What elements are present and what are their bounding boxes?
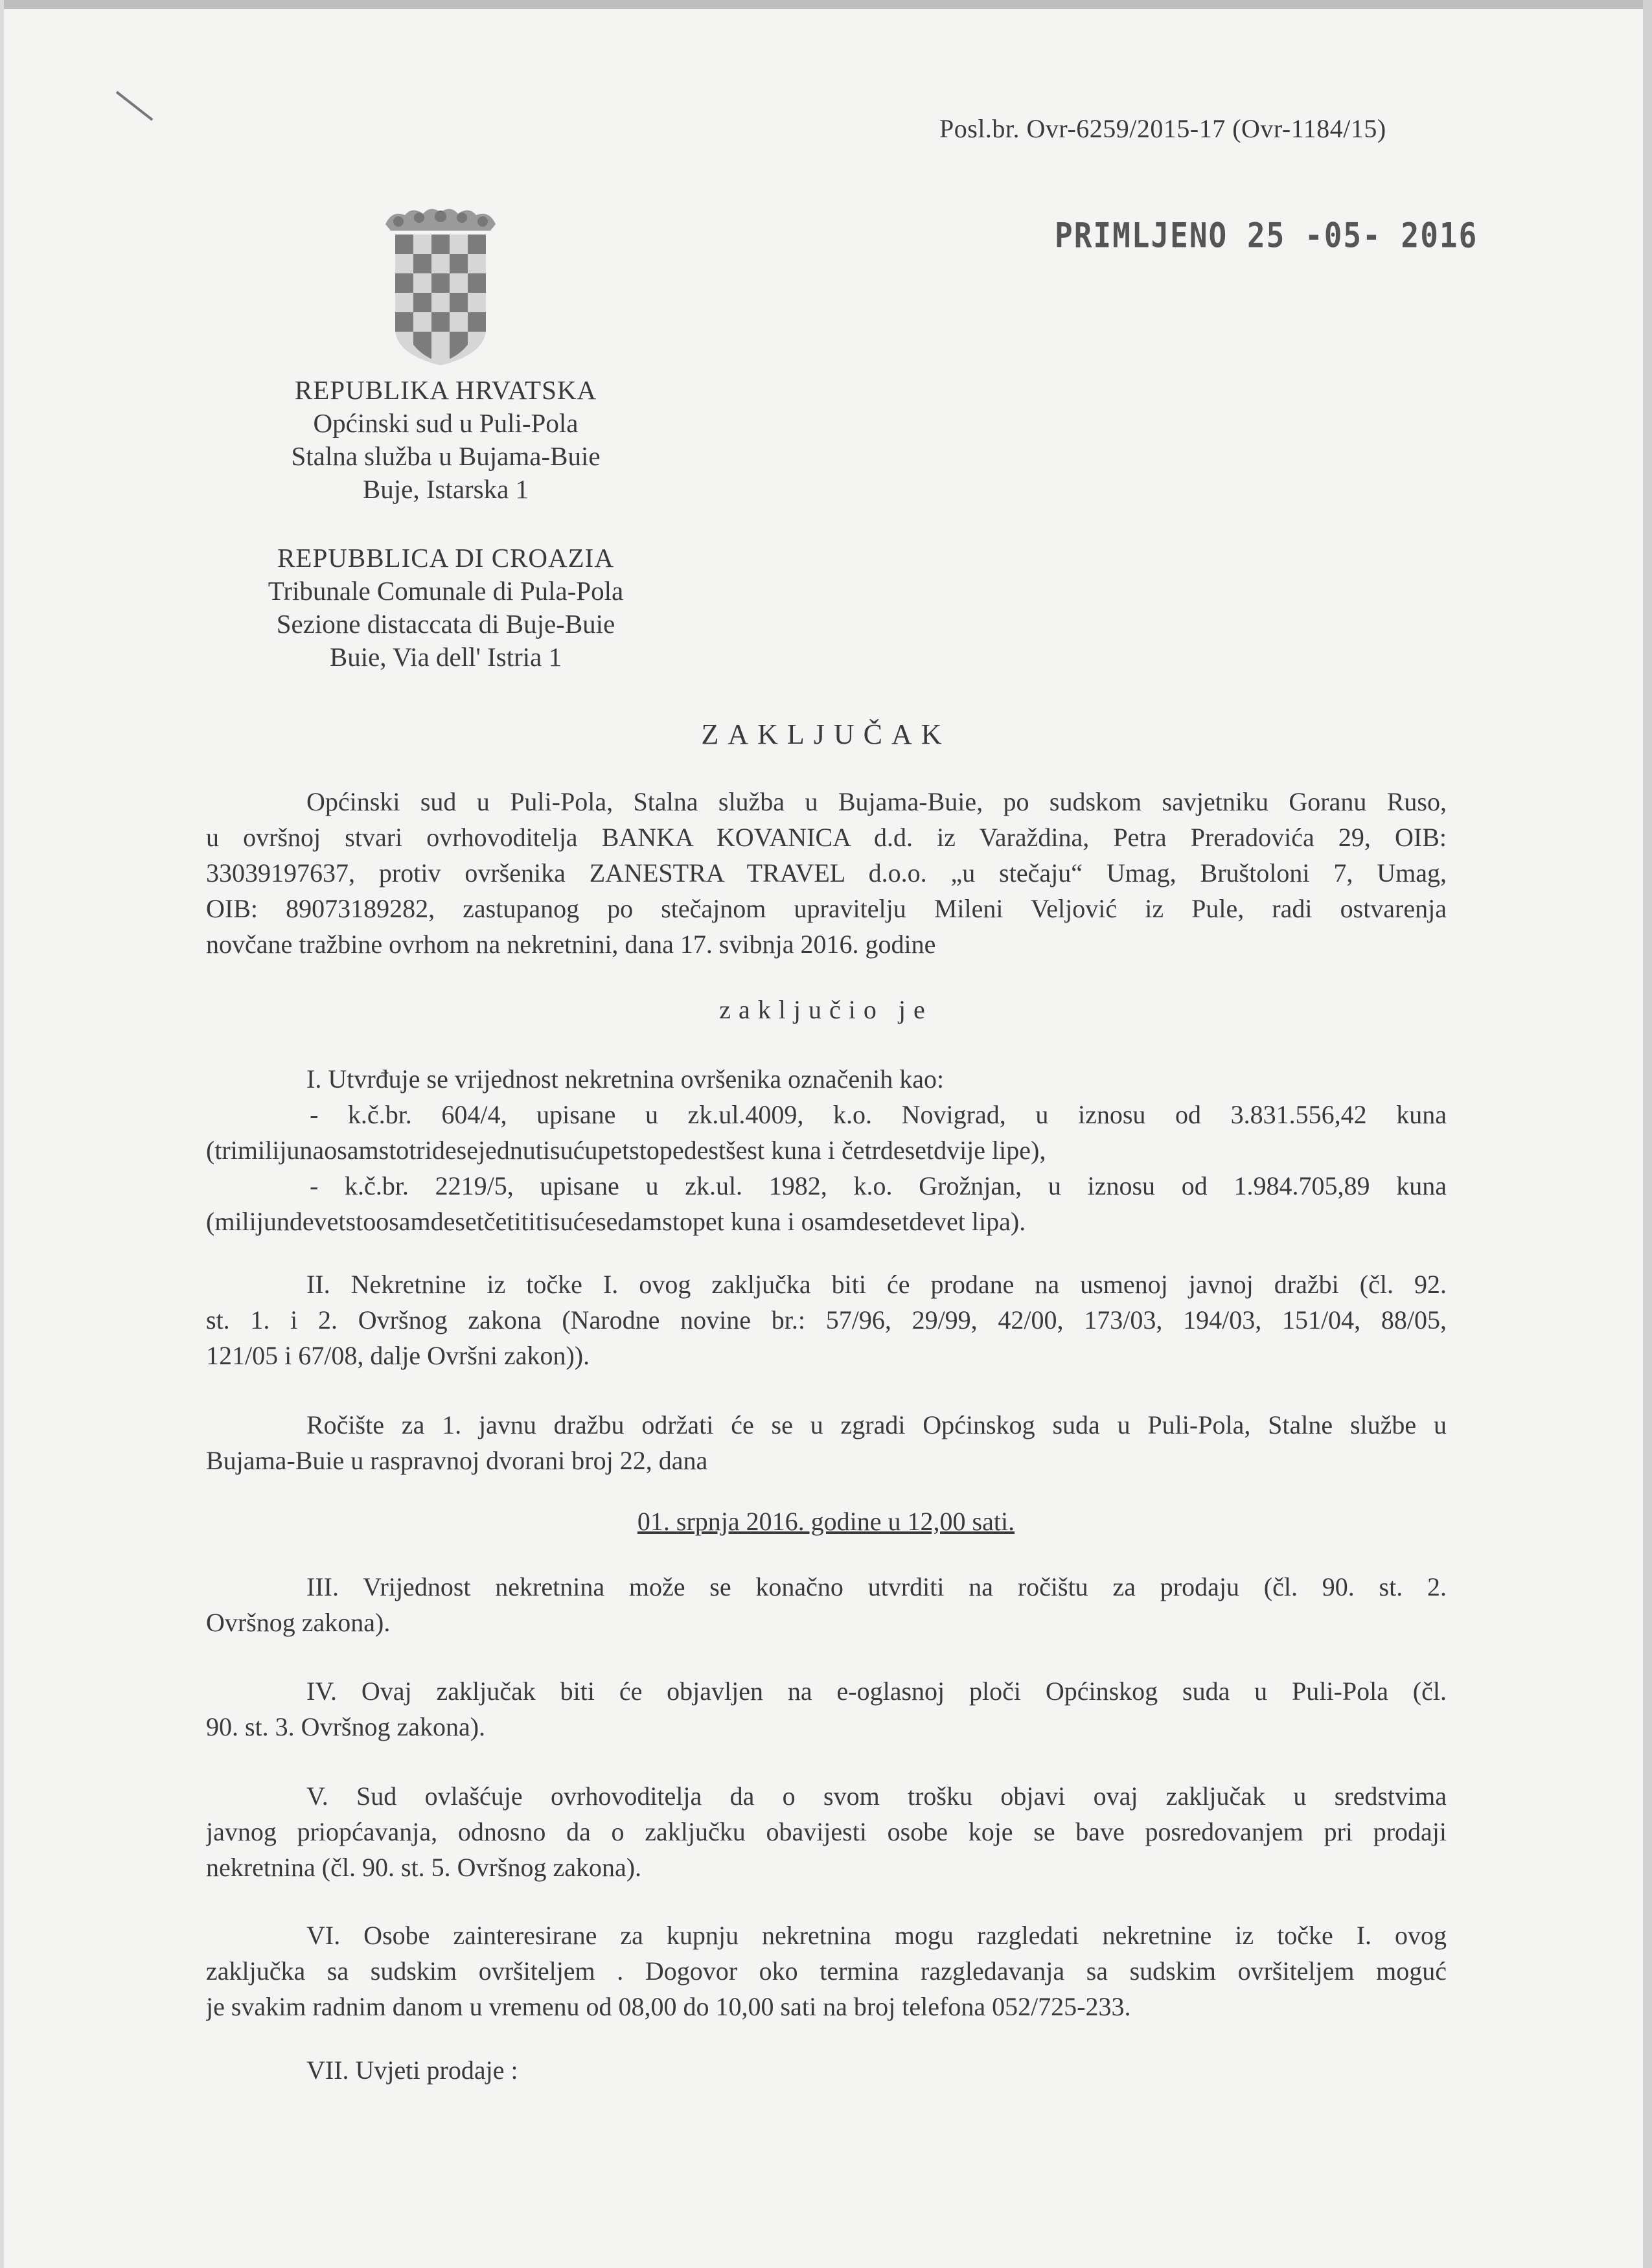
intro-line: OIB: 89073189282, zastupanog po stečajnom upravitelju Mileni Veljović iz Pule, radi ostvarenja [206,894,1447,923]
section-line: II. Nekretnine iz točke I. ovog zaključka biti će prodane na usmenoj javnoj dražbi (čl. 92. [306,1270,1447,1299]
section-4 [206,1673,1447,1745]
header-court: Općinski sud u Puli-Pola [313,408,579,438]
section-5 [206,1778,1447,1885]
header-court-it: Tribunale Comunale di Pula-Pola [268,576,624,606]
section-line: (trimilijunaosamstotridesejednutisućupetstopedestšest kuna i četrdesetdvije lipe), [206,1136,1046,1165]
section-line: I. Utvrđuje se vrijednost nekretnina ovršenika označenih kao: [306,1064,945,1094]
section-line: - k.č.br. 2219/5, upisane u zk.ul. 1982, k.o. Grožnjan, u iznosu od 1.984.705,89 kuna [310,1171,1447,1200]
section-1 [206,1061,1447,1239]
section-line: zaključka sa sudskim ovršiteljem . Dogovor oko termina razgledavanja sa sudskim ovršiteljem moguć [206,1956,1447,1986]
document-title: ZAKLJUČAK [701,718,951,750]
section-line: st. 1. i 2. Ovršnog zakona (Narodne novine br.: 57/96, 29/99, 42/00, 173/03, 194/03, 151/04, 88/05, [206,1305,1447,1334]
section-line: V. Sud ovlašćuje ovrhovoditelja da o svom trošku objavi ovaj zaključak u sredstvima [306,1781,1447,1811]
court-header-croatian [193,374,698,506]
case-reference: Posl.br. Ovr-6259/2015-17 (Ovr-1184/15) [939,114,1386,143]
section-line: IV. Ovaj zaključak biti će objavljen na e-oglasnoj ploči Općinskog suda u Puli-Pola (čl. [306,1677,1447,1706]
intro-line: u ovršnoj stvari ovrhovoditelja BANKA KOVANICA d.d. iz Varaždina, Petra Preradovića 29, OIB: [206,823,1447,852]
section-line: Ovršnog zakona). [206,1608,391,1637]
croatian-coat-of-arms-icon [379,206,502,367]
intro-line: novčane tražbine ovrhom na nekretnini, dana 17. svibnja 2016. godine [206,930,936,959]
section-7 [206,2052,1447,2088]
scan-mark [116,91,154,120]
intro-line: 33039197637, protiv ovršenika ZANESTRA TRAVEL d.o.o. „u stečaju“ Umag, Bruštoloni 7, Umag, [206,858,1447,888]
header-branch: Stalna služba u Bujama-Buie [291,441,601,471]
section-line: Bujama-Buie u raspravnoj dvorani broj 22, dana [206,1446,708,1475]
section-line: VII. Uvjeti prodaje : [306,2056,518,2085]
hearing-date: 01. srpnja 2016. godine u 12,00 sati. [637,1507,1015,1536]
header-branch-it: Sezione distaccata di Buje-Buie [276,609,615,639]
header-country-it: REPUBBLICA DI CROAZIA [277,543,614,573]
header-address: Buje, Istarska 1 [362,474,529,504]
header-address-it: Buie, Via dell' Istria 1 [329,642,562,672]
section-line: 121/05 i 67/08, dalje Ovršni zakon)). [206,1341,590,1370]
scan-edge-right [1643,0,1652,2268]
section-2 [206,1266,1447,1373]
section-line: (milijundevetstoosamdesetčetititisućesedamstopet kuna i osamdesetdevet lipa). [206,1207,1026,1236]
scan-edge-top [0,0,1652,9]
header-country: REPUBLIKA HRVATSKA [294,375,597,405]
received-stamp: PRIMLJENO 25 -05- 2016 [1055,215,1478,256]
section-line: VI. Osobe zainteresirane za kupnju nekretnina mogu razgledati nekretnine iz točke I. ovog [306,1921,1447,1950]
section-line: nekretnina (čl. 90. st. 5. Ovršnog zakona). [206,1853,642,1882]
section-3 [206,1569,1447,1640]
intro-line: Općinski sud u Puli-Pola, Stalna služba u Bujama-Buie, po sudskom savjetniku Goranu Ruso, [306,787,1447,816]
court-header-italian [193,542,698,674]
hearing-paragraph [206,1407,1447,1478]
section-line: Ročište za 1. javnu dražbu održati će se u zgradi Općinskog suda u Puli-Pola, Stalne službe u [306,1410,1447,1439]
section-line: javnog priopćavanja, odnosno da o zaključku obavijesti osobe koje se bave posredovanjem pri prodaji [206,1817,1447,1846]
section-line: - k.č.br. 604/4, upisane u zk.ul.4009, k.o. Novigrad, u iznosu od 3.831.556,42 kuna [310,1100,1447,1129]
section-line: je svakim radnim danom u vremenu od 08,00 do 10,00 sati na broj telefona 052/725-233. [206,1992,1131,2021]
intro-paragraph [206,784,1447,962]
scan-edge-left [0,0,4,2268]
section-line: III. Vrijednost nekretnina može se konačno utvrditi na ročištu za prodaju (čl. 90. st. 2. [306,1572,1447,1601]
section-line: 90. st. 3. Ovršnog zakona). [206,1712,486,1741]
decision-heading: zaključio je [719,995,933,1024]
section-6 [206,1918,1447,2024]
